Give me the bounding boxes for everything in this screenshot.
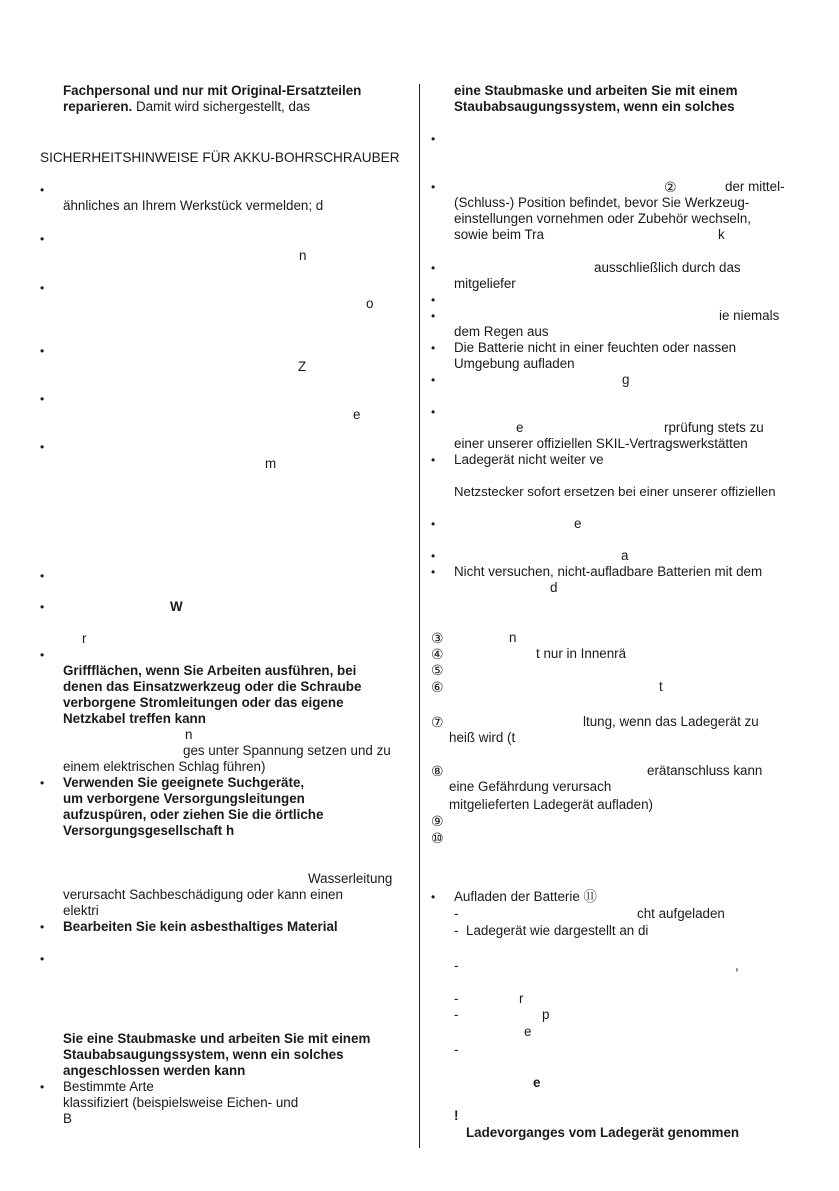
text-line: verursacht Sachbeschädigung oder kann einen <box>63 887 343 902</box>
text-line: aufzuspüren, oder ziehen Sie die örtliche <box>63 807 324 822</box>
dash-marker: - <box>454 958 459 973</box>
text-line: klassifiziert (beispielsweise Eichen- und <box>63 1095 299 1110</box>
bullet: • <box>40 600 45 614</box>
text-line: dem Regen aus <box>454 324 549 339</box>
text-line: Staubabsaugungssystem, wenn ein solches <box>454 99 735 114</box>
text-line: einem elektrischen Schlag führen) <box>63 759 266 774</box>
text-line: ausschließlich durch das <box>594 260 741 275</box>
text-line: Netzkabel treffen kann <box>63 711 206 726</box>
intro-line-2 <box>63 99 310 115</box>
text-line: n <box>185 727 193 742</box>
callout-number: ⑦ <box>431 714 444 730</box>
bullet: • <box>431 132 436 146</box>
text-line: k <box>718 227 725 242</box>
text-line: e <box>516 420 524 435</box>
bullet: • <box>40 952 45 966</box>
bullet: • <box>431 549 436 563</box>
intro-line-1: Fachpersonal und nur mit Original-Ersatzteilen <box>63 83 362 98</box>
text-line: Netzstecker sofort ersetzen bei einer unserer offiziellen <box>454 484 776 499</box>
text-line: ähnliches an Ihrem Werkstück vermelden; d <box>63 198 324 213</box>
text-line: e <box>353 407 361 422</box>
callout-number: ② <box>664 179 677 195</box>
text-line: t nur in Innenrä <box>536 646 627 661</box>
dash-marker: - <box>454 991 459 1006</box>
callout-number: ③ <box>431 630 444 646</box>
text-line: e <box>533 1075 541 1090</box>
text-line: heiß wird (t <box>449 730 516 745</box>
callout-number: ⑤ <box>431 662 444 678</box>
text-line: e <box>524 1024 532 1039</box>
text-line: Bearbeiten Sie kein asbesthaltiges Material <box>63 919 338 934</box>
text-line: elektri <box>63 903 99 918</box>
bullet: • <box>40 344 45 358</box>
text-line: (Schluss-) Position befindet, bevor Sie Werkzeug- <box>454 195 750 210</box>
text-line: Ladegerät nicht weiter ve <box>454 452 604 467</box>
text-line: Nicht versuchen, nicht-aufladbare Batterien mit dem <box>454 564 763 579</box>
bullet: • <box>40 569 45 583</box>
text-line: sowie beim Tra <box>454 227 545 242</box>
bullet: • <box>40 920 45 934</box>
bullet: • <box>431 293 436 307</box>
text-line: o <box>366 296 374 311</box>
text-line: verborgene Stromleitungen oder das eigene <box>63 695 344 710</box>
text-line: Versorgungsgesellschaft h <box>63 823 235 838</box>
bullet: • <box>431 565 436 579</box>
text-line: e <box>574 516 582 531</box>
text-line: m <box>265 456 277 471</box>
text-line: Die Batterie nicht in einer feuchten oder nassen <box>454 340 737 355</box>
bullet: • <box>431 890 436 904</box>
text-line: einer unserer offiziellen SKIL-Vertragswerkstätten <box>454 436 748 451</box>
text-line: Umgebung aufladen <box>454 356 575 371</box>
bullet: • <box>431 309 436 323</box>
text-line: d <box>550 580 558 595</box>
text-line: Sie eine Staubmaske und arbeiten Sie mit einem <box>63 1031 371 1046</box>
callout-number: ⑩ <box>431 830 444 846</box>
text-line: eine Gefährdung verursach <box>449 779 612 794</box>
bullet: • <box>431 180 436 194</box>
callout-number: ⑧ <box>431 763 444 779</box>
bullet: • <box>431 261 436 275</box>
dash-marker: - <box>454 923 459 938</box>
text-line: Z <box>298 359 307 374</box>
text-line: r <box>519 991 524 1006</box>
dash-marker: - <box>454 1042 459 1057</box>
text-line: n <box>509 630 517 645</box>
text-line: Wasserleitung <box>308 871 393 886</box>
bullet: • <box>40 1080 45 1094</box>
text-line: p <box>542 1007 550 1022</box>
text-line: W <box>170 599 183 614</box>
text-line: um verborgene Versorgungsleitungen <box>63 791 305 806</box>
text-line: B <box>63 1111 72 1126</box>
text-line: t <box>659 679 663 694</box>
text-line: erätanschluss kann <box>647 763 763 778</box>
text-line: Ladegerät wie dargestellt an di <box>466 923 649 938</box>
column-divider <box>419 84 420 1148</box>
text-line: ie niemals <box>719 308 780 323</box>
text-line: mitgeliefer <box>454 276 516 291</box>
bullet: • <box>431 517 436 531</box>
text-line: einstellungen vornehmen oder Zubehör wechseln, <box>454 211 752 226</box>
bullet: • <box>40 648 45 662</box>
bullet: • <box>431 405 436 419</box>
text-line: Verwenden Sie geeignete Suchgeräte, <box>63 775 305 790</box>
callout-number: ⑥ <box>431 679 444 695</box>
text-line: r <box>82 631 87 646</box>
text-line: mitgelieferten Ladegerät aufladen) <box>449 797 653 812</box>
text-line: ! <box>454 1108 459 1123</box>
dash-marker: - <box>454 1007 459 1022</box>
bullet: • <box>40 392 45 406</box>
intro-bold-word: reparieren. <box>63 99 133 114</box>
section-heading: SICHERHEITSHINWEISE FÜR AKKU-BOHRSCHRAUBER <box>40 150 400 165</box>
text-line: ges unter Spannung setzen und zu <box>183 743 391 758</box>
text-line: eine Staubmaske und arbeiten Sie mit einem <box>454 83 738 98</box>
bullet: • <box>40 183 45 197</box>
bullet: • <box>431 453 436 467</box>
text-line: a <box>621 548 629 563</box>
text-line: ltung, wenn das Ladegerät zu <box>583 714 759 729</box>
bullet: • <box>40 440 45 454</box>
text-line: cht aufgeladen <box>637 906 725 921</box>
text-line: der mittel- <box>725 179 785 194</box>
bullet: • <box>40 776 45 790</box>
text-line: n <box>299 248 307 263</box>
text-line: Ladevorganges vom Ladegerät genommen <box>466 1125 740 1140</box>
callout-number: ④ <box>431 646 444 662</box>
intro-tail: Damit wird sichergestellt, das <box>132 99 311 114</box>
text-line: angeschlossen werden kann <box>63 1063 246 1078</box>
bullet: • <box>431 341 436 355</box>
text-line: Bestimmte Arte <box>63 1079 154 1094</box>
text-line: Aufladen der Batterie ⑪ <box>454 889 597 904</box>
text-line: Griffflächen, wenn Sie Arbeiten ausführen, bei <box>63 663 357 678</box>
text-line: , <box>735 958 739 973</box>
bullet: • <box>40 281 45 295</box>
text-line: rprüfung stets zu <box>664 420 764 435</box>
text-line: g <box>622 372 630 387</box>
text-line: denen das Einsatzwerkzeug oder die Schraube <box>63 679 362 694</box>
callout-number: ⑨ <box>431 813 444 829</box>
dash-marker: - <box>454 906 459 921</box>
bullet: • <box>431 373 436 387</box>
text-line: Staubabsaugungssystem, wenn ein solches <box>63 1047 344 1062</box>
bullet: • <box>40 232 45 246</box>
